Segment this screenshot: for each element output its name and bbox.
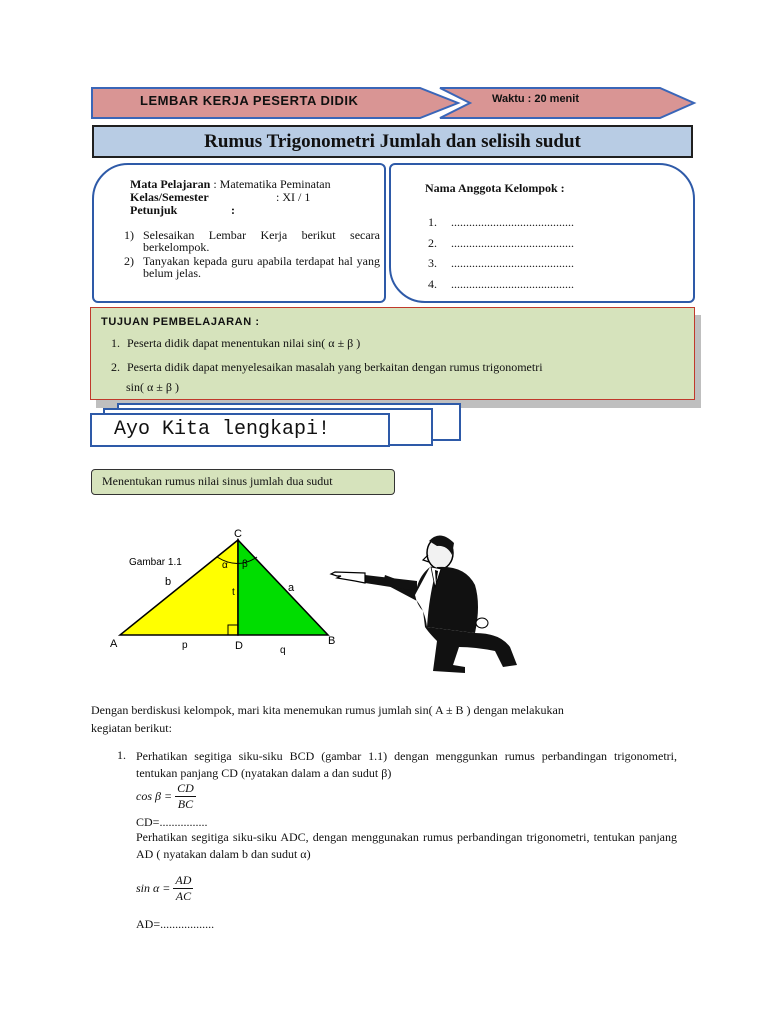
cd-answer-blank[interactable]: CD=................ xyxy=(136,815,208,829)
label-b: b xyxy=(165,576,172,588)
label-A: A xyxy=(110,638,118,650)
member-line[interactable]: 2. ......................................... xyxy=(428,235,574,250)
triangle-figure xyxy=(100,520,350,660)
label-B: B xyxy=(328,635,336,647)
time-label: Waktu : 20 menit xyxy=(492,93,579,105)
lkpd-label: LEMBAR KERJA PESERTA DIDIK xyxy=(140,93,359,108)
ayo-heading: Ayo Kita lengkapi! xyxy=(90,413,390,447)
tujuan-formula: sin( α ± β ) xyxy=(126,380,179,394)
figure-caption: Gambar 1.1 xyxy=(129,557,182,568)
kelas-value: : XI / 1 xyxy=(276,190,311,204)
petunjuk-label: Petunjuk xyxy=(130,203,178,217)
label-alpha: α xyxy=(222,560,228,571)
label-t: t xyxy=(232,587,235,598)
ad-answer-blank[interactable]: AD=.................. xyxy=(136,917,215,931)
equation-cos-beta: cos β = $\frac{CD}{BC}$ xyxy=(136,781,194,811)
step-number: 1. xyxy=(117,748,126,762)
label-D: D xyxy=(235,640,243,652)
mapel-value: : Matematika Peminatan xyxy=(213,177,331,191)
label-C: C xyxy=(234,528,242,540)
section-label: Menentukan rumus nilai sinus jumlah dua sudut xyxy=(91,469,395,495)
member-line[interactable]: 4. ......................................... xyxy=(428,276,574,291)
label-q: q xyxy=(280,645,286,656)
page-title: Rumus Trigonometri Jumlah dan selisih sudut xyxy=(92,125,693,158)
label-a: a xyxy=(288,582,295,594)
instruction-item: 2) Tanyakan kepada guru apabila terdapat hal yang belum jelas. xyxy=(124,254,380,280)
group-box xyxy=(389,163,695,303)
intro-line-2: kegiatan berikut: xyxy=(91,721,172,735)
member-line[interactable]: 3. ......................................... xyxy=(428,256,574,270)
petunjuk-colon: : xyxy=(231,203,235,217)
member-line[interactable]: 1. ......................................... xyxy=(428,215,574,229)
tujuan-box xyxy=(90,307,695,400)
info-box xyxy=(92,163,386,303)
pointing-man-illustration xyxy=(325,515,525,675)
intro-line-1: Dengan berdiskusi kelompok, mari kita menemukan rumus jumlah sin( A ± B ) dengan melakukan xyxy=(91,703,564,717)
step-paragraph-1: Perhatikan segitiga siku-siku BCD (gambar 1.1) dengan menggunkan rumus perbandingan trigonometri, tentukan panjang CD (nyatakan dalam a dan sudut β) xyxy=(136,749,677,780)
tujuan-item: 2. Peserta didik dapat menyelesaikan masalah yang berkaitan dengan rumus trigonometri xyxy=(111,360,543,374)
mapel-label: Mata Pelajaran xyxy=(130,177,211,191)
tujuan-item: 1. Peserta didik dapat menentukan nilai sin( α ± β ) xyxy=(111,336,361,350)
equation-sin-alpha: sin α = $\frac{AD}{AC}$ xyxy=(136,873,192,903)
step-paragraph-2: Perhatikan segitiga siku-siku ADC, dengan menggunakan rumus perbandingan trigonometri, tentukan panjang AD ( nyatakan dalam b dan sudut α) xyxy=(136,830,677,861)
group-title: Nama Anggota Kelompok : xyxy=(425,181,565,195)
kelas-label: Kelas/Semester xyxy=(130,190,209,204)
label-beta: β xyxy=(242,559,248,570)
header-ribbon xyxy=(0,0,768,125)
instruction-item: 1) Selesaikan Lembar Kerja berikut secara berkelompok. xyxy=(124,228,380,254)
tujuan-heading: TUJUAN PEMBELAJARAN : xyxy=(101,316,260,328)
label-p: p xyxy=(182,640,188,651)
